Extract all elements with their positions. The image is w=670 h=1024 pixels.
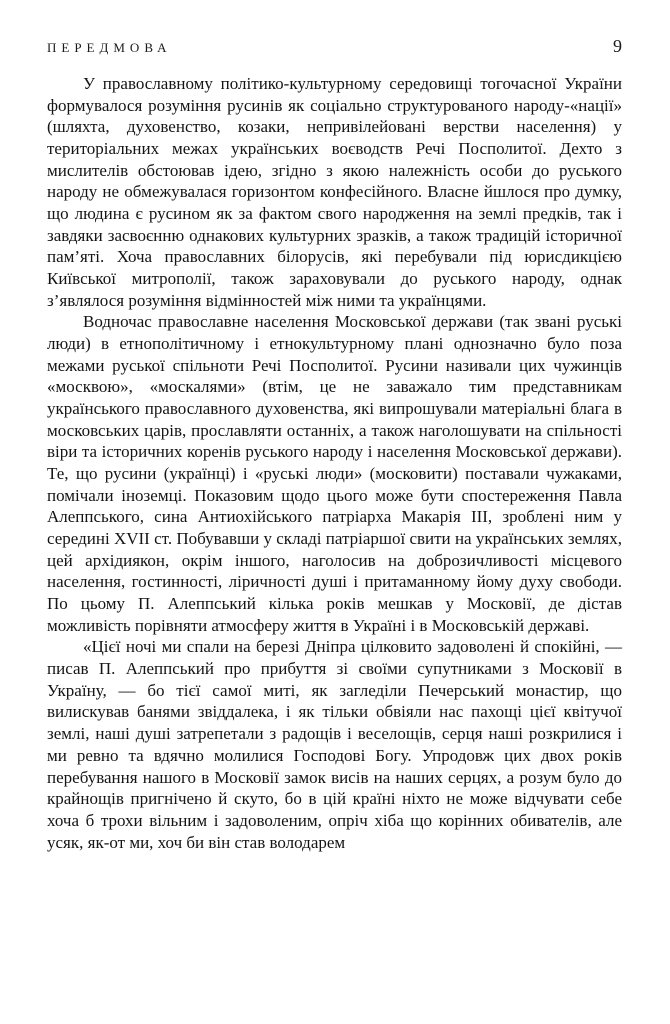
body-paragraph: «Цієї ночі ми спали на березі Дніпра цілковито задоволені й спокійні, — писав П. Алеппський про прибуття зі своїми супутниками з Московії в Україну, — бо тієї самої миті, як загледіли Печерський монастир, що вилискував банями звіддалека, і як тільки обвіяли нас пахощі цієї квітучої землі, наші душі затрепетали з радощів і веселощів, серця наші розкрилися і ми ревно та вдячно молилися Господові Богу. Упродовж цих двох років перебування нашого в Московії замок висів на наших серцях, а розум було до крайнощів пригнічено й скуто, бо в цій країні ніхто не може відчувати себе хоча б трохи вільним і задоволеним, опріч хіба що корінних обивателів, але усяк, як-от ми, хоч би він став володарем bbox=[47, 637, 622, 852]
chapter-header-label: ПЕРЕДМОВА bbox=[47, 40, 172, 55]
body-paragraph: Водночас православне населення Московської держави (так звані руські люди) в етнополітичному і етнокультурному плані однозначно було поза межами руської спільноти Речі Посполитої. Русини називали цих чужинців «москвою», «москалями» (втім, це не заважало тим представникам українського православного духовенства, які випрошували матеріальні блага в московських царів, прославляти останніх, а також наголошувати на спільності віри та історичних коренів руського народу і населення Московської держави). Те, що русини (українці) і «руські люди» (московити) поставали чужаками, помічали іноземці. Показовим щодо цього може бути спостереження Павла Алеппського, сина Антиохійського патріарха Макарія III, зроблені ним у середині XVII ст. Побувавши у складі патріаршої свити на українських землях, цей архідиякон, окрім іншого, наголосив на доброзичливості місцевого населення, гостинності, ліричності душі і притаманному йому духу свободи. По цьому П. Алеппський кілька років мешкав у Московії, де дістав можливість порівняти атмосферу життя в Україні і в Московській державі. bbox=[47, 312, 622, 635]
body-paragraph: У православному політико-культурному середовищі тогочасної України формувалося розуміння русинів як соціально структурованого народу-«нації» (шляхта, духовенство, козаки, непривілейовані верстви населення) у територіальних межах українських воєводств Речі Посполитої. Дехто з мислителів обстоював ідею, згідно з якою належність особи до руського народу не обмежувалася горизонтом конфесійного. Власне йшлося про думку, що людина є русином як за фактом свого народження на землі предків, так і завдяки засвоєнню однакових культурних зразків, а також традицій історичної пам’яті. Хоча православних білорусів, які перебували під юрисдикцією Київської митрополії, також зараховували до руського народу, однак з’являлося розуміння відмінностей між ними та українцями. bbox=[47, 74, 622, 310]
page-number: 9 bbox=[613, 36, 622, 56]
running-head bbox=[47, 36, 622, 57]
page-body-text bbox=[47, 73, 622, 853]
